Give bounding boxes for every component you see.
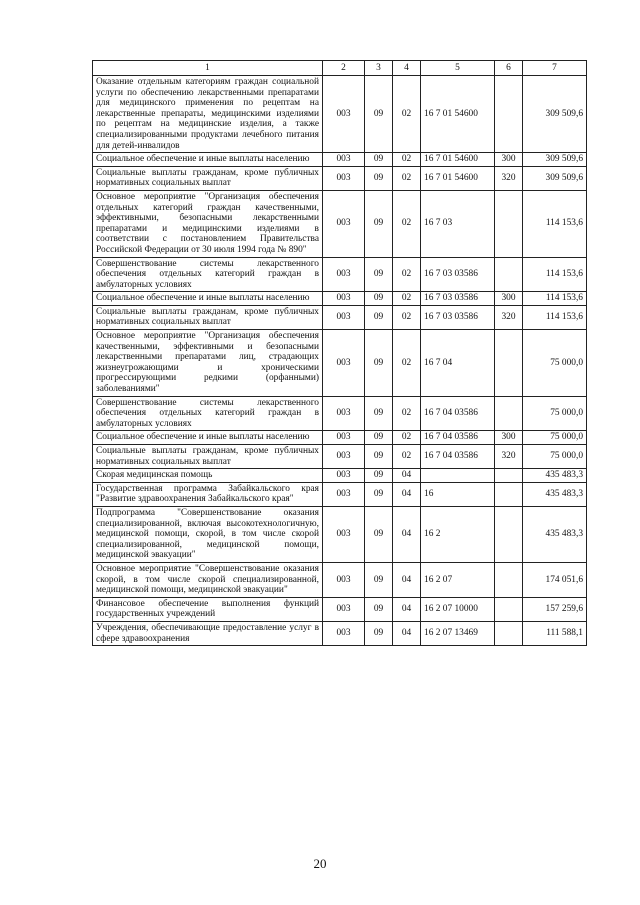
target-article-code: 16 7 03 03586 [421,305,495,329]
row-name: Основное мероприятие "Совершенствование оказания скорой, в том числе скорой специализированной, медицинской помощи, медицинской эвакуации" [93,562,323,597]
expense-type-code [495,562,523,597]
expense-type-code [495,396,523,431]
amount: 157 259,6 [523,597,587,621]
row-name: Совершенствование системы лекарственного обеспечения отдельных категорий граждан в амбулаторных условиях [93,396,323,431]
subsection-code: 02 [393,153,421,167]
amount: 75 000,0 [523,396,587,431]
table-row [93,469,587,483]
target-article-code: 16 7 04 03586 [421,396,495,431]
amount: 435 483,3 [523,506,587,562]
section-code: 09 [365,621,393,645]
row-name: Скорая медицинская помощь [93,469,323,483]
subsection-code: 02 [393,292,421,306]
ministry-code: 003 [323,445,365,469]
table-row [93,305,587,329]
row-name: Социальное обеспечение и иные выплаты населению [93,292,323,306]
page-number: 20 [313,856,327,871]
table-body [93,76,587,646]
expense-type-code [495,597,523,621]
row-name: Основное мероприятие "Организация обеспечения отдельных категорий граждан качественными, эффективными, безопасными лекарственными препаратами и медицинскими изделиями в соответствии с постановлением Правительства Российской Федерации от 30 июля 1994 года № 890" [93,190,323,257]
expense-type-code [495,621,523,645]
subsection-code: 02 [393,305,421,329]
amount: 75 000,0 [523,431,587,445]
ministry-code: 003 [323,621,365,645]
column-header: 3 [365,61,393,76]
amount: 114 153,6 [523,292,587,306]
expense-type-code: 300 [495,431,523,445]
column-header: 2 [323,61,365,76]
target-article-code: 16 7 04 03586 [421,445,495,469]
amount: 75 000,0 [523,445,587,469]
section-code: 09 [365,166,393,190]
row-name: Финансовое обеспечение выполнения функций государственных учреждений [93,597,323,621]
amount: 435 483,3 [523,482,587,506]
table-row [93,396,587,431]
target-article-code: 16 7 03 03586 [421,257,495,292]
section-code: 09 [365,292,393,306]
target-article-code: 16 7 01 54600 [421,76,495,153]
expense-type-code [495,330,523,397]
section-code: 09 [365,431,393,445]
amount: 114 153,6 [523,257,587,292]
amount: 114 153,6 [523,305,587,329]
column-header: 1 [93,61,323,76]
row-name: Социальные выплаты гражданам, кроме публичных нормативных социальных выплат [93,305,323,329]
row-name: Основное мероприятие "Организация обеспечения качественными, эффективными и безопасными лекарственными препаратами лиц, страдающих жизнеугрожающими и хроническими прогрессирующими редкими (орфанными) заболеваниями" [93,330,323,397]
amount: 114 153,6 [523,190,587,257]
table-row [93,257,587,292]
target-article-code: 16 7 01 54600 [421,166,495,190]
subsection-code: 02 [393,166,421,190]
section-code: 09 [365,257,393,292]
subsection-code: 04 [393,482,421,506]
ministry-code: 003 [323,330,365,397]
section-code: 09 [365,153,393,167]
ministry-code: 003 [323,431,365,445]
expense-type-code: 320 [495,305,523,329]
table-row [93,292,587,306]
subsection-code: 02 [393,257,421,292]
ministry-code: 003 [323,396,365,431]
table-row [93,330,587,397]
section-code: 09 [365,597,393,621]
header-row [93,61,587,76]
subsection-code: 02 [393,396,421,431]
subsection-code: 02 [393,445,421,469]
subsection-code: 04 [393,562,421,597]
expense-type-code: 300 [495,153,523,167]
table-row [93,166,587,190]
table-row [93,190,587,257]
ministry-code: 003 [323,166,365,190]
expense-type-code [495,482,523,506]
expense-type-code: 300 [495,292,523,306]
amount: 111 588,1 [523,621,587,645]
target-article-code: 16 7 03 [421,190,495,257]
table-row [93,621,587,645]
expense-type-code [495,506,523,562]
target-article-code [421,469,495,483]
subsection-code: 02 [393,76,421,153]
amount: 174 051,6 [523,562,587,597]
section-code: 09 [365,506,393,562]
section-code: 09 [365,330,393,397]
target-article-code: 16 2 07 13469 [421,621,495,645]
section-code: 09 [365,190,393,257]
amount: 309 509,6 [523,166,587,190]
section-code: 09 [365,469,393,483]
target-article-code: 16 7 04 [421,330,495,397]
ministry-code: 003 [323,76,365,153]
expense-type-code [495,76,523,153]
subsection-code: 04 [393,506,421,562]
subsection-code: 04 [393,469,421,483]
row-name: Государственная программа Забайкальского края "Развитие здравоохранения Забайкальского края" [93,482,323,506]
table-row [93,76,587,153]
ministry-code: 003 [323,292,365,306]
expense-type-code: 320 [495,445,523,469]
section-code: 09 [365,305,393,329]
section-code: 09 [365,445,393,469]
budget-table [92,60,587,646]
table-row [93,445,587,469]
target-article-code: 16 7 04 03586 [421,431,495,445]
column-header: 6 [495,61,523,76]
expense-type-code [495,469,523,483]
table-row [93,482,587,506]
table-row [93,153,587,167]
amount: 75 000,0 [523,330,587,397]
row-name: Социальные выплаты гражданам, кроме публичных нормативных социальных выплат [93,166,323,190]
amount: 309 509,6 [523,153,587,167]
row-name: Социальные выплаты гражданам, кроме публичных нормативных социальных выплат [93,445,323,469]
subsection-code: 04 [393,621,421,645]
ministry-code: 003 [323,305,365,329]
table-row [93,506,587,562]
subsection-code: 02 [393,330,421,397]
row-name: Социальное обеспечение и иные выплаты населению [93,153,323,167]
target-article-code: 16 2 [421,506,495,562]
section-code: 09 [365,396,393,431]
amount: 435 483,3 [523,469,587,483]
column-header: 7 [523,61,587,76]
column-header: 5 [421,61,495,76]
ministry-code: 003 [323,190,365,257]
row-name: Оказание отдельным категориям граждан социальной услуги по обеспечению лекарственными препаратами для медицинского применения по рецептам на лекарственные препараты, медицинскими изделиями по рецептам на медицинские изделия, а также специализированными продуктами лечебного питания для детей-инвалидов [93,76,323,153]
target-article-code: 16 2 07 [421,562,495,597]
ministry-code: 003 [323,469,365,483]
table-row [93,597,587,621]
subsection-code: 02 [393,431,421,445]
row-name: Социальное обеспечение и иные выплаты населению [93,431,323,445]
target-article-code: 16 7 01 54600 [421,153,495,167]
target-article-code: 16 7 03 03586 [421,292,495,306]
column-header: 4 [393,61,421,76]
ministry-code: 003 [323,506,365,562]
ministry-code: 003 [323,482,365,506]
expense-type-code [495,190,523,257]
subsection-code: 04 [393,597,421,621]
expense-type-code: 320 [495,166,523,190]
amount: 309 509,6 [523,76,587,153]
ministry-code: 003 [323,562,365,597]
table-row [93,562,587,597]
row-name: Учреждения, обеспечивающие предоставление услуг в сфере здравоохранения [93,621,323,645]
target-article-code: 16 2 07 10000 [421,597,495,621]
subsection-code: 02 [393,190,421,257]
row-name: Совершенствование системы лекарственного обеспечения отдельных категорий граждан в амбулаторных условиях [93,257,323,292]
row-name: Подпрограмма "Совершенствование оказания специализированной, включая высокотехнологичную, медицинской помощи, скорой, в том числе скорой специализированной, медицинской помощи, медицинской эвакуации" [93,506,323,562]
section-code: 09 [365,76,393,153]
section-code: 09 [365,482,393,506]
ministry-code: 003 [323,597,365,621]
expense-type-code [495,257,523,292]
table-row [93,431,587,445]
section-code: 09 [365,562,393,597]
target-article-code: 16 [421,482,495,506]
ministry-code: 003 [323,153,365,167]
ministry-code: 003 [323,257,365,292]
